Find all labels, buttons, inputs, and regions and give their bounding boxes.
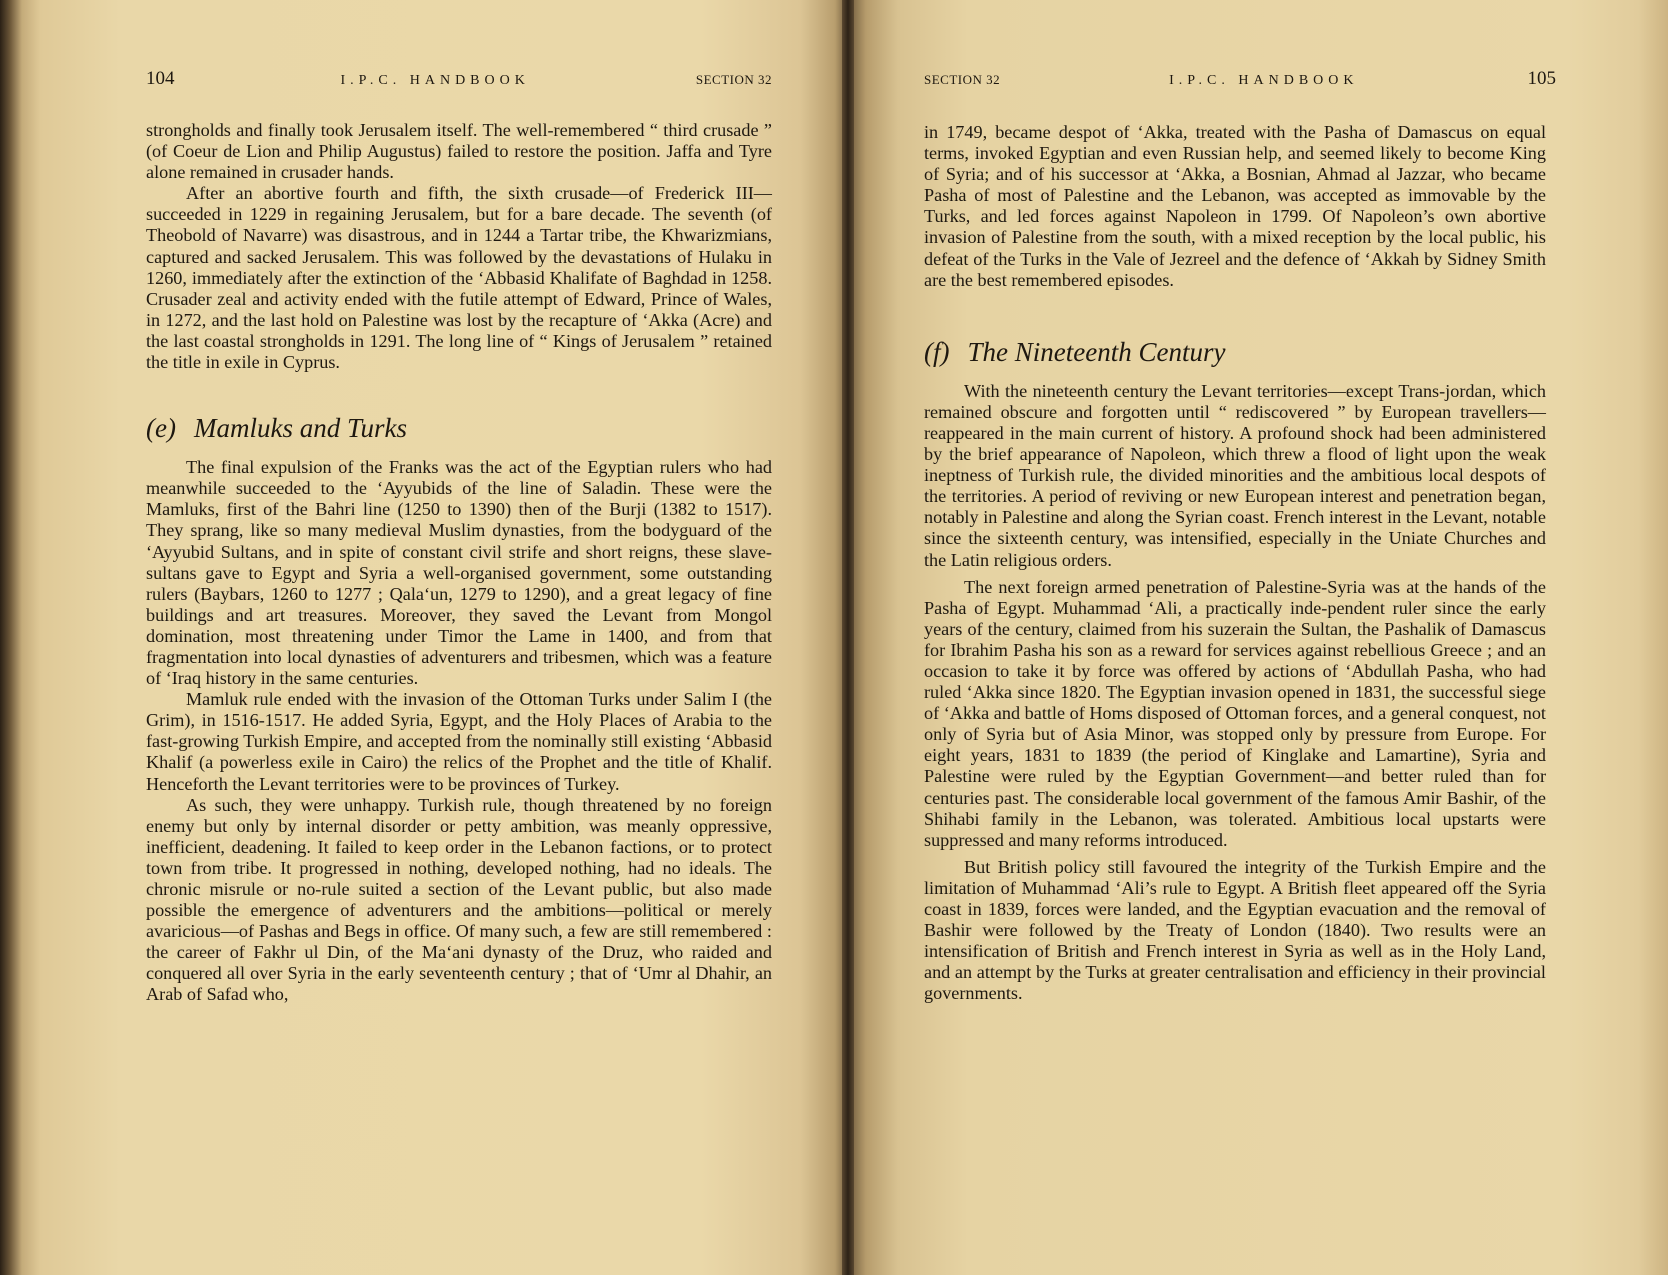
paragraph: in 1749, became despot of ‘Akka, treated with the Pasha of Damascus on equal terms, invoked Egyptian and even Russian help, and seemed likely to become King of Syria; and of his successor at ‘Akka, a Bosnian, Ahmad al Jazzar, who became Pasha of most of Palestine and the Lebanon, was accepted as immovable by the Turks, and led forces against Napoleon in 1799. Of Napoleon’s own abortive invasion of Palestine from the south, with a mixed reception by the local public, his defeat of the Turks in the Vale of Jezreel and the defence of ‘Akkah by Sidney Smith are the best remembered episodes.	[924, 122, 1546, 290]
paragraph: As such, they were unhappy. Turkish rule, though threatened by no foreign enemy but only by internal disorder or petty ambition, was meanly oppressive, inefficient, deadening. It failed to keep order in the Lebanon factions, or to protect town from tribe. It progressed in nothing, developed nothing, had no ideals. The chronic misrule or no-rule suited a section of the Levant public, but also made possible the emergence of adventurers and the ambitions—political or merely avaricious—of Pashas and Begs in office. Of many such, a few are still remembered : the career of Fakhr ul Din, of the Ma‘ani dynasty of the Druz, who raided and conquered all over Syria in the early seventeenth century ; that of ‘Umr al Dhahir, an Arab of Safad who,	[146, 794, 772, 1005]
section-heading-f	[924, 337, 1546, 367]
paragraph: Mamluk rule ended with the invasion of the Ottoman Turks under Salim I (the Grim), in 1516-1517. He added Syria, Egypt, and the Holy Places of Arabia to the fast-growing Turkish Empire, and accepted from the nominally still existing ‘Abbasid Khalif (a powerless exile in Cairo) the relics of the Prophet and the title of Khalif. Henceforth the Levant territories were to be provinces of Turkey.	[146, 689, 772, 794]
paragraph: After an abortive fourth and fifth, the sixth crusade—of Frederick III—succeeded in 1229 in regaining Jerusalem, but for a bare decade. The seventh (of Theobold of Navarre) was disastrous, and in 1244 a Tartar tribe, the Khwarizmians, captured and sacked Jerusalem. This was followed by the devastations of Hulaku in 1260, immediately after the extinction of the ‘Abbasid Khalifate of Baghdad in 1258. Crusader zeal and activity ended with the futile attempt of Edward, Prince of Wales, in 1272, and the last hold on Palestine was lost by the recapture of ‘Akka (Acre) and the last coastal strongholds in 1291. The long line of “ Kings of Jerusalem ” retained the title in exile in Cyprus.	[146, 183, 772, 373]
paragraph: With the nineteenth century the Levant territories—except Trans-jordan, which remained obscure and forgotten until “ rediscovered ” by European travellers—reappeared in the main current of history. A profound shock had been administered by the brief appearance of Napoleon, which threw a flood of light upon the weak ineptness of Turkish rule, the divided minorities and the ambitious local despots of the territories. A period of reviving or new European interest and penetration began, notably in Palestine and along the Syrian coast. French interest in the Levant, notable since the sixteenth century, was intensified, especially in the Uniate Churches and the Latin religious orders.	[924, 380, 1546, 570]
left-running-title: I.P.C. HANDBOOK	[340, 73, 530, 88]
left-running-head	[146, 68, 772, 98]
right-section-label: SECTION 32	[924, 72, 1001, 87]
right-body-text	[924, 122, 1546, 1004]
paragraph: strongholds and finally took Jerusalem itself. The well-remembered “ third crusade ” (of Coeur de Lion and Philip Augustus) failed to restore the position. Jaffa and Tyre alone remained in crusader hands.	[146, 120, 772, 183]
heading-letter: (e)	[146, 413, 176, 444]
heading-text: The Nineteenth Century	[967, 336, 1226, 367]
right-running-head	[924, 68, 1556, 98]
heading-letter: (f)	[924, 336, 950, 367]
paragraph: But British policy still favoured the integrity of the Turkish Empire and the limitation of Muhammad ‘Ali’s rule to Egypt. A British fleet appeared off the Syria coast in 1839, forces were landed, and the Egyptian evacuation and the removal of Bashir were followed by the Treaty of London (1840). Two results were an intensification of British and French interest in Syria as well as in the Holy Land, and an attempt by the Turks at greater centralisation and efficiency in their provincial governments.	[924, 856, 1546, 1004]
paragraph: The next foreign armed penetration of Palestine-Syria was at the hands of the Pasha of Egypt. Muhammad ‘Ali, a practically inde-pendent ruler since the early years of the century, claimed from his suzerain the Sultan, the Pashalik of Damascus for Ibrahim Pasha his son as a reward for services against rebellious Greece ; and an occasion to take it by force was offered by actions of ‘Abdullah Pasha, who had ruled ‘Akka since 1820. The Egyptian invasion opened in 1831, the successful siege of ‘Akka and battle of Homs disposed of Ottoman forces, and a general conquest, not only of Syria but of Asia Minor, was stopped only by pressure from Europe. For eight years, 1831 to 1839 (the period of Kinglake and Lamartine), Syria and Palestine were ruled by the Egyptian Government—and better ruled than for centuries past. The considerable local government of the famous Amir Bashir, of the Shihabi family in the Lebanon, was tolerated. Ambitious local upstarts were suppressed and many reforms introduced.	[924, 576, 1546, 850]
right-page-number: 105	[1527, 68, 1556, 89]
right-running-title: I.P.C. HANDBOOK	[1169, 73, 1359, 88]
left-section-label: SECTION 32	[695, 72, 772, 87]
section-heading-e	[146, 413, 772, 443]
heading-text: Mamluks and Turks	[193, 413, 407, 444]
paragraph: The final expulsion of the Franks was the act of the Egyptian rulers who had meanwhile succeeded to the ‘Ayyubids of the line of Saladin. These were the Mamluks, first of the Bahri line (1250 to 1390) then of the Burji (1382 to 1517). They sprang, like so many medieval Muslim dynasties, from the bodyguard of the ‘Ayyubid Sultans, and in spite of constant civil strife and short reigns, these slave-sultans gave to Egypt and Syria a well-organised government, some outstanding rulers (Baybars, 1260 to 1277 ; Qala‘un, 1279 to 1290), and a great legacy of fine buildings and art treasures. Moreover, they saved the Levant from Mongol domination, most threatening under Timor the Lame in 1400, and from that fragmentation into local dynasties of adventurers and tribesmen, which was a feature of ‘Iraq history in the same centuries.	[146, 457, 772, 689]
left-body-text	[146, 120, 772, 1006]
book-gutter	[842, 0, 854, 1275]
left-page-number: 104	[146, 68, 175, 89]
